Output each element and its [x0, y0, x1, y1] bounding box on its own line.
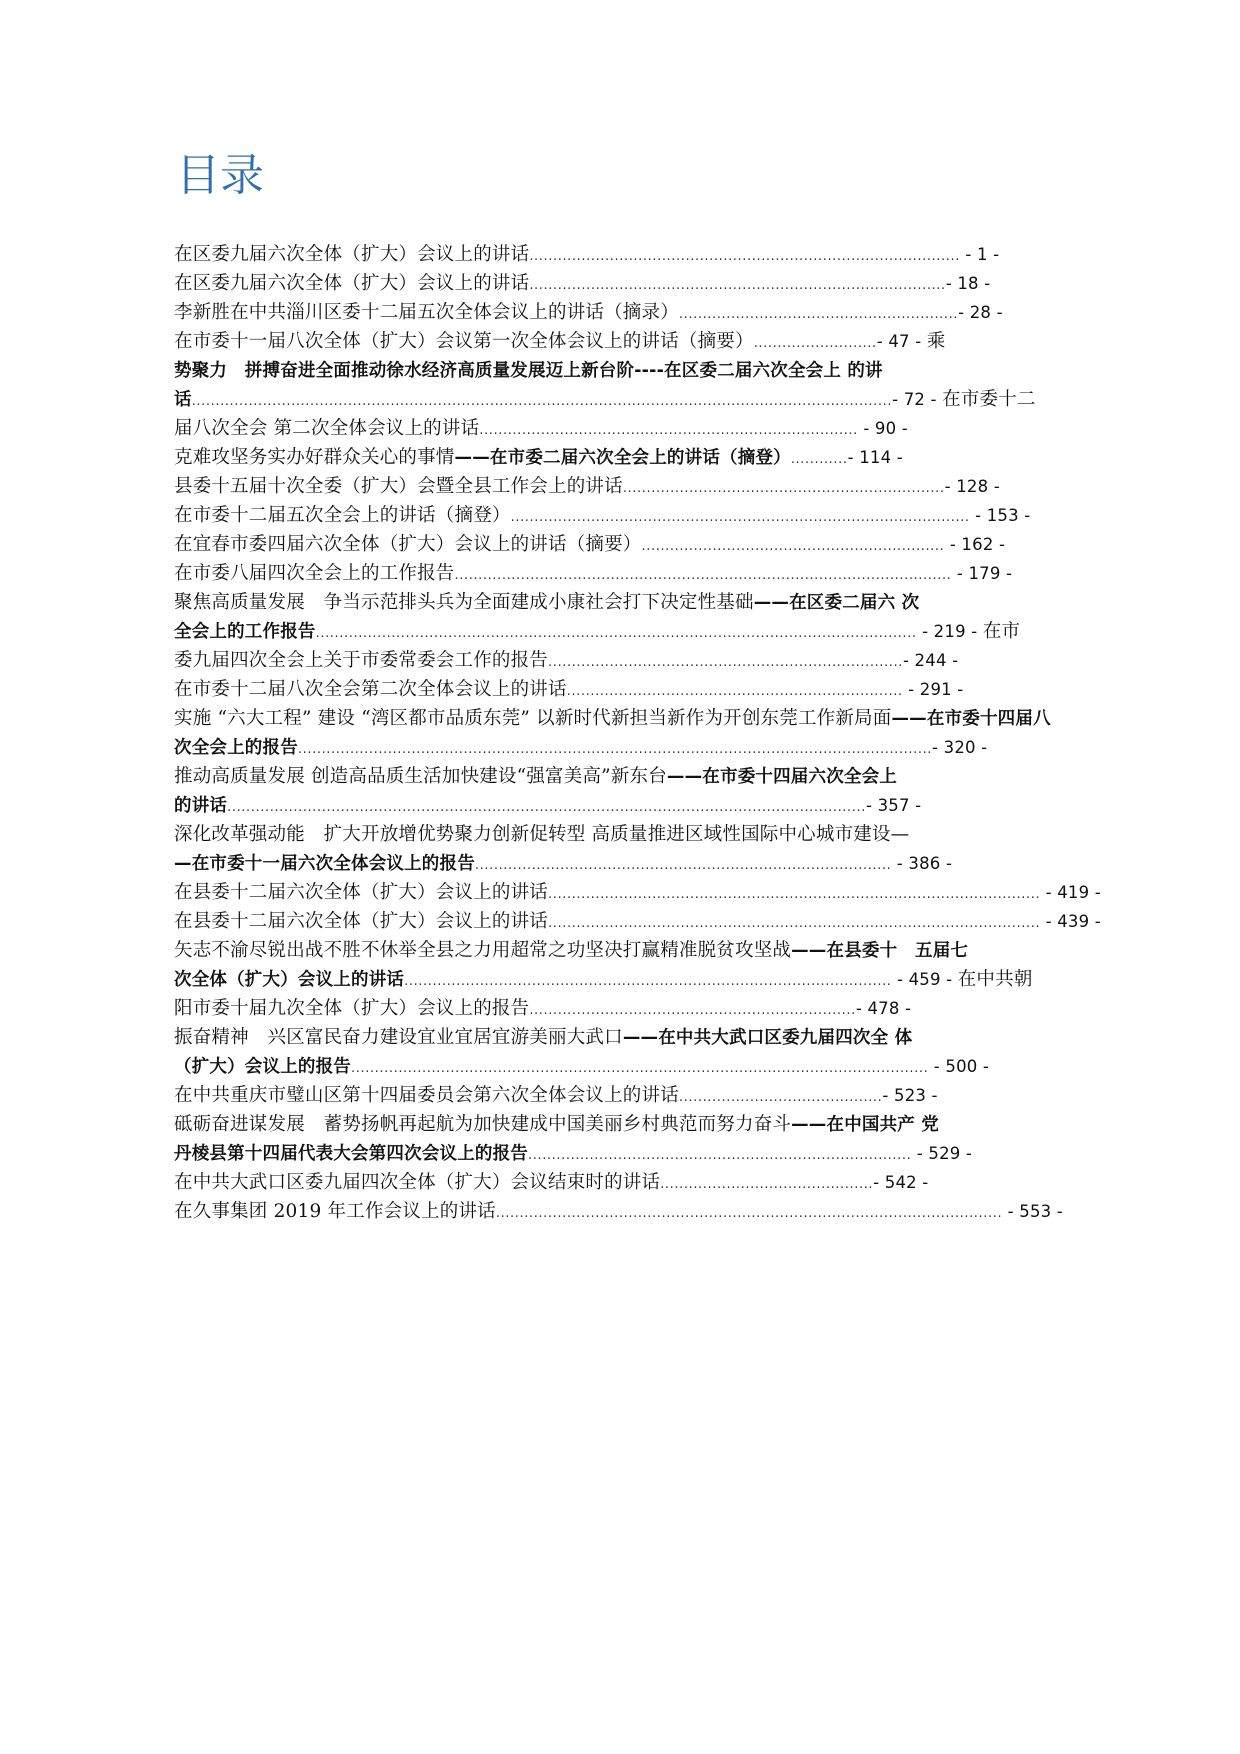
toc-entry-text: 在市委十二届五次全会上的讲话（摘登） — [174, 505, 511, 526]
toc-page-number: - 18 - — [945, 274, 991, 293]
toc-entry-text: 在中共重庆市璧山区第十四届委员会第六次全体会议上的讲话 — [174, 1085, 679, 1106]
toc-page-number: - 72 - — [892, 390, 943, 409]
toc-entry-line[interactable] — [174, 907, 1101, 936]
toc-entry-text: 克难攻坚务实办好群众关心的事情 — [174, 447, 455, 468]
toc-page-number: - 179 - — [951, 564, 1013, 583]
toc-page-number: - 386 - — [891, 854, 953, 873]
toc-title: 目录 — [176, 150, 264, 201]
toc-page-number: - 114 - — [847, 448, 903, 467]
toc-entry-text: 实施 “六大工程” 建设 “湾区都市品质东莞” 以新时代新担当新作为开创东莞工作新局面 — [174, 708, 892, 729]
toc-entry-line[interactable] — [174, 298, 1086, 327]
toc-entry-subtitle: 的讲话 — [174, 796, 228, 816]
toc-entry-subtitle: 次全体（扩大）会议上的讲话 — [174, 970, 405, 990]
toc-leader-dots: .................................................................................................................................................... — [191, 394, 893, 409]
toc-entry-line[interactable] — [174, 1110, 1086, 1139]
toc-leader-dots: ........................................................................................................ — [548, 916, 1041, 931]
toc-entry-line[interactable] — [174, 849, 1086, 878]
toc-entry-text: 聚焦高质量发展 争当示范排头兵为全面建成小康社会打下决定性基础 — [174, 592, 754, 613]
toc-page-number: - 90 - — [857, 419, 908, 438]
toc-entry-subtitle: ——在区委二届六 次 — [753, 593, 920, 613]
toc-entry-subtitle: ——在市委十四届六次全会上 — [666, 767, 898, 787]
toc-entry-line[interactable] — [174, 1139, 1086, 1168]
toc-page-number: - 542 - — [873, 1173, 929, 1192]
toc-entry-line[interactable] — [174, 1168, 1086, 1197]
toc-page-number: - 478 - — [855, 999, 912, 1018]
toc-leader-dots: ........................................................................... — [548, 655, 903, 670]
toc-entry-line[interactable] — [174, 704, 1086, 733]
toc-entry-line[interactable] — [174, 646, 1086, 675]
toc-entry-subtitle: 次全会上的报告 — [174, 738, 298, 758]
toc-leader-dots: ....................................................................................................................................... — [227, 800, 866, 815]
toc-entry-text: 在县委十二届六次全体（扩大）会议上的讲话 — [174, 911, 549, 932]
toc-entry-text: 在中共朝 — [957, 969, 1033, 990]
toc-leader-dots: ........................................................................................ — [529, 278, 946, 293]
toc-entry-line[interactable] — [174, 443, 1086, 472]
toc-leader-dots: ........................................................................................... — [529, 249, 960, 264]
toc-entry-text: 推动高质量发展 创造高品质生活加快建设“强富美高”新东台 — [174, 766, 667, 787]
toc-entry-line[interactable] — [174, 1081, 1086, 1110]
toc-page-number: - 553 - — [1002, 1202, 1063, 1221]
toc-page-number: - 459 - — [891, 970, 958, 989]
toc-page-number: - 320 - — [932, 738, 988, 757]
toc-entry-line[interactable] — [174, 240, 1086, 269]
toc-entry-text: 在市委十二 — [942, 389, 1036, 410]
toc-leader-dots: ................................................................................ — [479, 423, 858, 438]
toc-entry-line[interactable] — [174, 675, 1086, 704]
toc-entry-line[interactable] — [174, 1052, 1086, 1081]
toc-page-number: - 153 - — [969, 506, 1031, 525]
toc-entry-line[interactable] — [174, 356, 1086, 385]
toc-entry-text: 在久事集团 2019 年工作会议上的讲话 — [174, 1201, 496, 1222]
toc-page-number: - 291 - — [902, 680, 964, 699]
toc-leader-dots: .................................................................... — [622, 481, 945, 496]
toc-entry-text: 届八次全会 第二次全体会议上的讲话 — [174, 418, 480, 439]
toc-entry-line[interactable] — [174, 327, 1086, 356]
toc-entry-subtitle: ——在中国共产 党 — [791, 1115, 940, 1135]
toc-leader-dots: ............................................................................................................................... — [315, 626, 917, 641]
toc-page-number: - 439 - — [1040, 912, 1101, 931]
toc-page-number: - 162 - — [944, 535, 1006, 554]
toc-page-number: - 357 - — [865, 796, 922, 815]
toc-entry-line[interactable] — [174, 878, 1101, 907]
toc-list — [174, 240, 1101, 1226]
toc-entry-line[interactable] — [174, 820, 1086, 849]
toc-entry-line[interactable] — [174, 472, 1086, 501]
toc-entry-line[interactable] — [174, 1023, 1086, 1052]
toc-entry-text: 在市委八届四次全会上的工作报告 — [174, 563, 455, 584]
toc-entry-text: 乘 — [926, 331, 946, 352]
toc-leader-dots: .......................... — [753, 336, 877, 351]
toc-leader-dots: ...................................................................................................................................... — [297, 742, 933, 757]
toc-entry-text: 委九届四次全会上关于市委常委会工作的报告 — [174, 650, 549, 671]
toc-page-number: - 419 - — [1040, 883, 1101, 902]
toc-entry-subtitle: （扩大）会议上的报告 — [174, 1057, 351, 1077]
toc-page-number: - 28 - — [958, 303, 1003, 322]
toc-leader-dots: ............ — [790, 452, 848, 467]
toc-entry-line[interactable] — [174, 965, 1086, 994]
toc-page-number: - 244 - — [902, 651, 959, 670]
toc-entry-text: 李新胜在中共淄川区委十二届五次全体会议上的讲话（摘录） — [174, 302, 679, 323]
toc-leader-dots: ................................................................................................. — [510, 510, 970, 525]
toc-page-number: - 219 - — [916, 622, 983, 641]
toc-entry-line[interactable] — [174, 588, 1086, 617]
toc-entry-line[interactable] — [174, 733, 1086, 762]
toc-entry-subtitle: 丹棱县第十四届代表大会第四次会议上的报告 — [174, 1144, 528, 1164]
toc-leader-dots: ......................................................................................................... — [454, 568, 952, 583]
toc-leader-dots: ........................................... — [678, 1090, 883, 1105]
toc-page-number: - 523 - — [882, 1086, 938, 1105]
toc-entry-line[interactable] — [174, 414, 1086, 443]
toc-leader-dots: ........................................................................................ — [474, 858, 892, 873]
toc-page-number: - 1 - — [959, 245, 1000, 264]
toc-entry-line[interactable] — [174, 762, 1086, 791]
toc-entry-subtitle: 势聚力 拼搏奋进全面推动徐水经济高质量发展迈上新台阶----在区委二届六次全会上 的讲 — [174, 361, 883, 381]
toc-entry-text: 矢志不渝尽锐出战不胜不休举全县之力用超常之功坚决打赢精准脱贫攻坚战 — [174, 940, 792, 961]
toc-leader-dots: ....................................................................... — [566, 684, 903, 699]
toc-entry-subtitle: 话 — [174, 390, 192, 410]
toc-entry-subtitle: —在市委十一届六次全体会议上的报告 — [174, 854, 475, 874]
toc-entry-subtitle: ——在县委十 五届七 — [791, 941, 969, 961]
toc-page-number: - 529 - — [911, 1144, 973, 1163]
toc-entry-line[interactable] — [174, 269, 1086, 298]
toc-entry-line[interactable] — [174, 1197, 1086, 1226]
toc-entry-subtitle: ——在市委十四届八 — [891, 709, 1051, 729]
toc-entry-text: 砥砺奋进谋发展 蓄势扬帆再起航为加快建成中国美丽乡村典范而努力奋斗 — [174, 1114, 792, 1135]
toc-entry-subtitle: ——在中共大武口区委九届四次全 体 — [622, 1028, 913, 1048]
toc-leader-dots: ........................................................................................................... — [495, 1206, 1003, 1221]
toc-entry-text: 在区委九届六次全体（扩大）会议上的讲话 — [174, 273, 530, 294]
toc-entry-text: 在市委十一届八次全体（扩大）会议第一次全体会议上的讲话（摘要） — [174, 331, 754, 352]
toc-entry-text: 县委十五届十次全委（扩大）会暨全县工作会上的讲话 — [174, 476, 623, 497]
toc-entry-subtitle: 全会上的工作报告 — [174, 622, 316, 642]
toc-leader-dots: ................................................................................. — [528, 1148, 912, 1163]
toc-entry-text: 在市委十二届八次全会第二次全体会议上的讲话 — [174, 679, 567, 700]
toc-leader-dots: ........................................................... — [678, 307, 959, 322]
toc-entry-line[interactable] — [174, 559, 1086, 588]
toc-leader-dots: ................................................................ — [641, 539, 945, 554]
toc-entry-text: 在中共大武口区委九届四次全体（扩大）会议结束时的讲话 — [174, 1172, 661, 1193]
toc-leader-dots: ............................................. — [660, 1177, 874, 1192]
toc-entry-line[interactable] — [174, 385, 1086, 414]
toc-entry-text: 振奋精神 兴区富民奋力建设宜业宜居宜游美丽大武口 — [174, 1027, 623, 1048]
toc-entry-line[interactable] — [174, 936, 1086, 965]
toc-entry-text: 在市 — [982, 621, 1021, 642]
toc-leader-dots: ..................................................................... — [529, 1003, 856, 1018]
toc-entry-line[interactable] — [174, 617, 1086, 646]
toc-entry-text: 在区委九届六次全体（扩大）会议上的讲话 — [174, 244, 530, 265]
toc-leader-dots: ....................................................................................................... — [404, 974, 892, 989]
toc-entry-subtitle: ——在市委二届六次全会上的讲话（摘登） — [454, 448, 791, 468]
toc-page-number: - 47 - — [876, 332, 927, 351]
toc-entry-text: 在宜春市委四届六次全体（扩大）会议上的讲话（摘要） — [174, 534, 642, 555]
toc-leader-dots: .......................................................................................................................... — [351, 1061, 929, 1076]
toc-page-number: - 128 - — [944, 477, 1000, 496]
toc-entry-text: 阳市委十届九次全体（扩大）会议上的报告 — [174, 998, 530, 1019]
toc-entry-line[interactable] — [174, 530, 1086, 559]
toc-page-number: - 500 - — [928, 1057, 990, 1076]
toc-entry-text: 在县委十二届六次全体（扩大）会议上的讲话 — [174, 882, 549, 903]
toc-entry-line[interactable] — [174, 501, 1086, 530]
toc-entry-text: 深化改革强动能 扩大开放增优势聚力创新促转型 高质量推进区域性国际中心城市建设— — [174, 824, 910, 845]
toc-entry-line[interactable] — [174, 791, 1086, 820]
toc-leader-dots: ........................................................................................................ — [548, 887, 1041, 902]
toc-entry-line[interactable] — [174, 994, 1086, 1023]
